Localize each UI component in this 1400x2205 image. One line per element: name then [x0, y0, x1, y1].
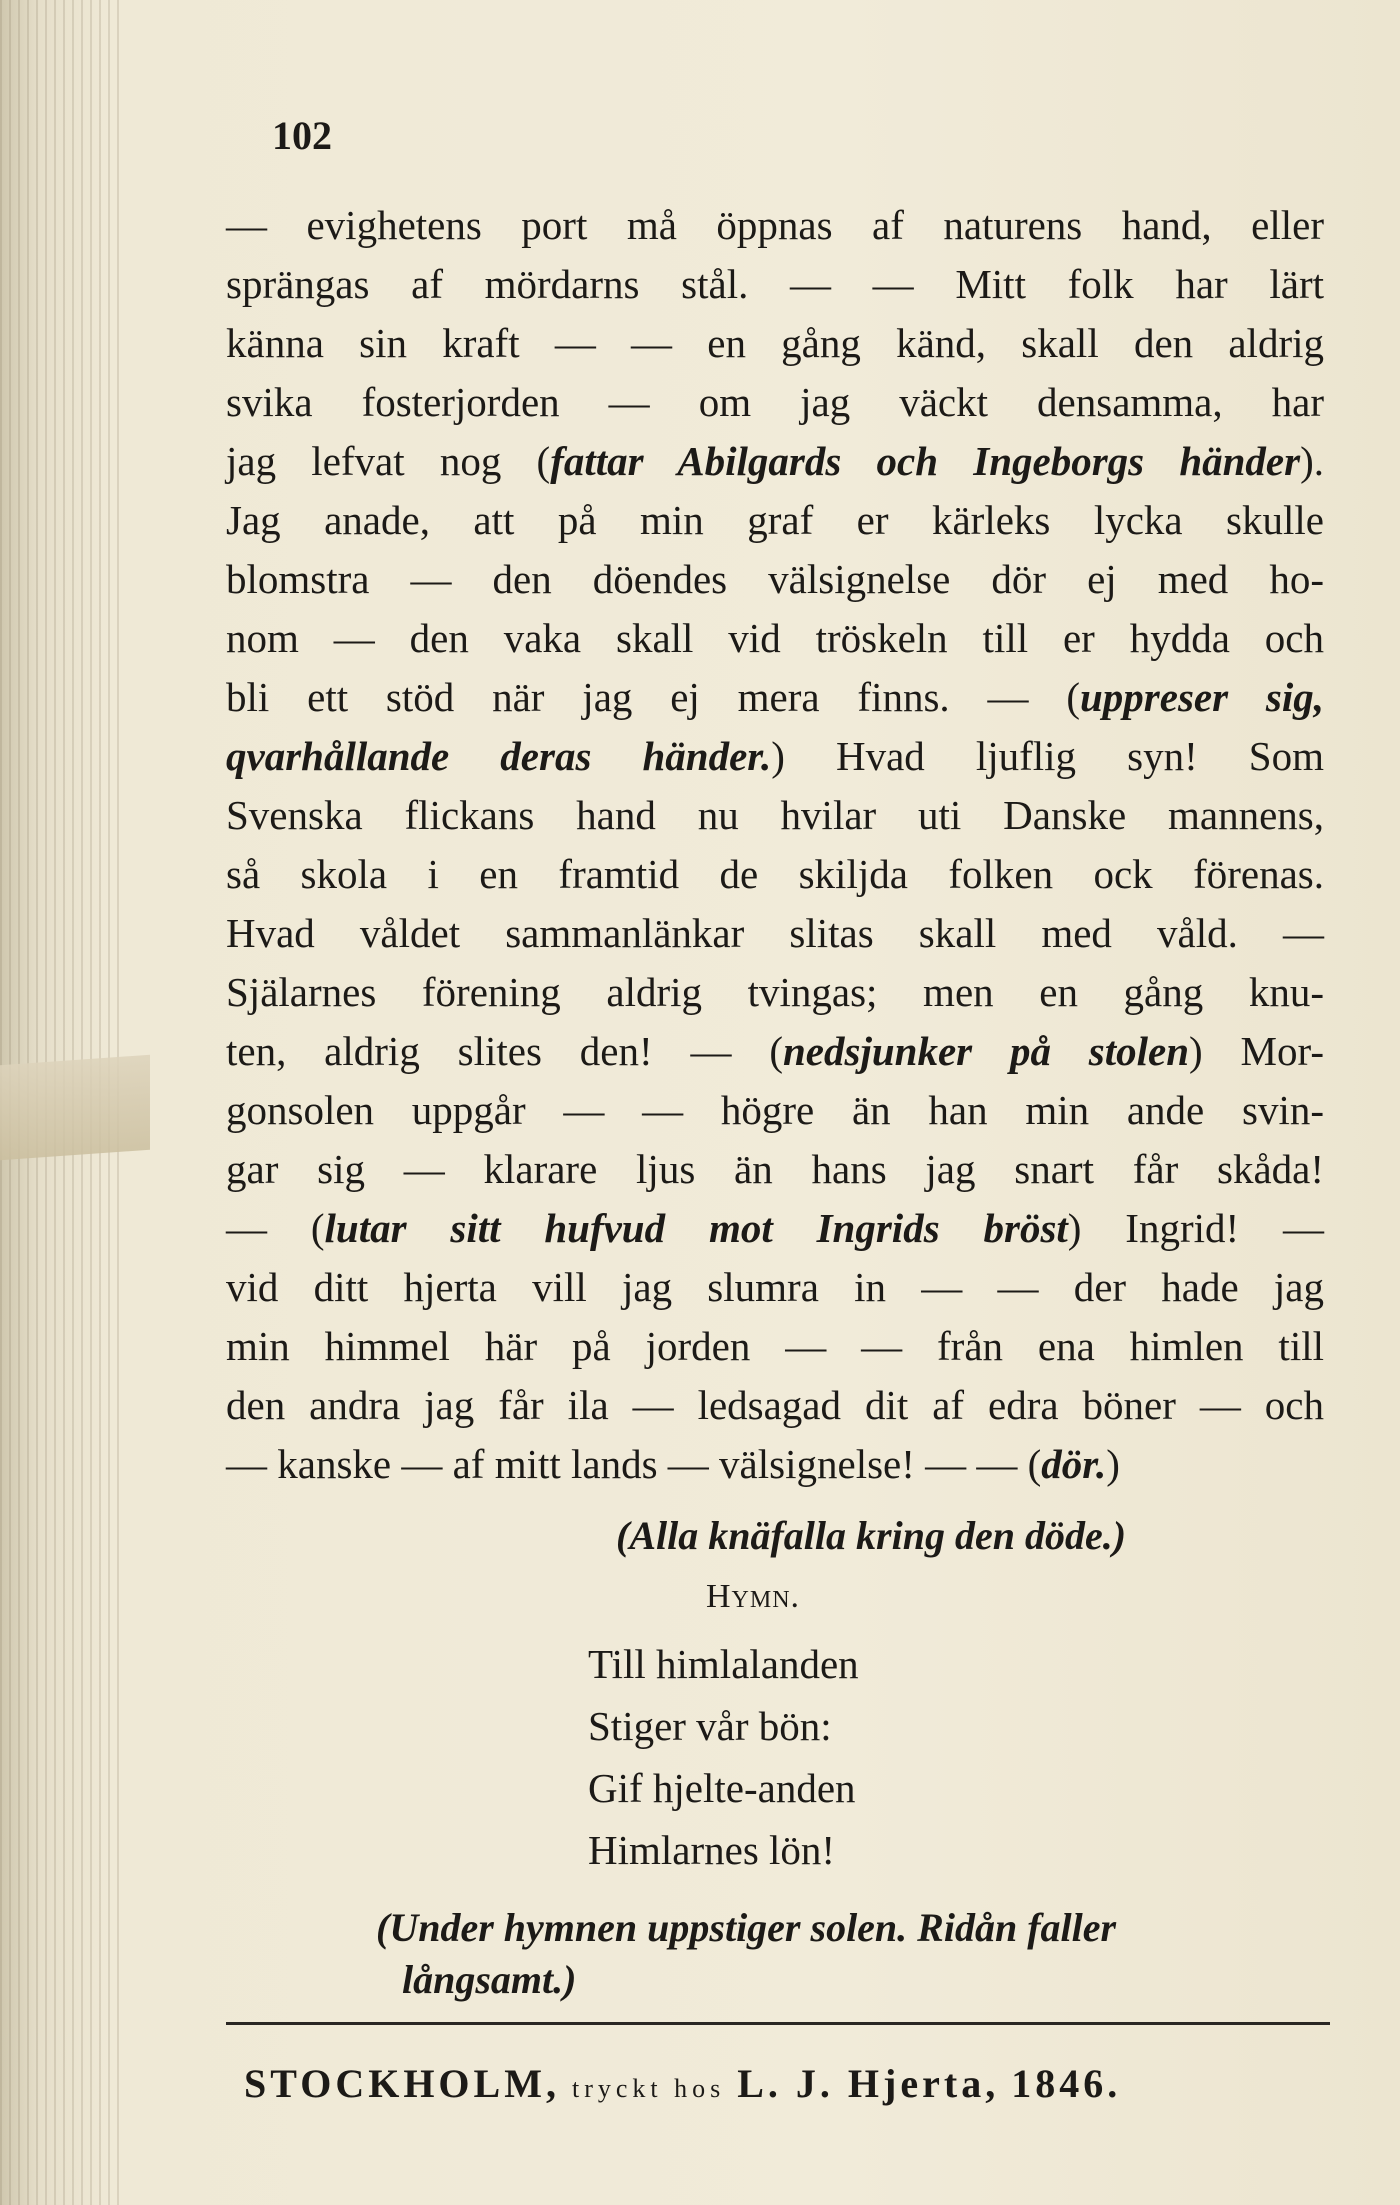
text-line [226, 1022, 1324, 1081]
line-text: gonsolen uppgår — — högre än han min ande svin- [226, 1087, 1324, 1133]
stage-direction-inline: lutar sitt hufvud mot Ingrids bröst [324, 1205, 1068, 1251]
text-line [226, 609, 1324, 668]
text-line [226, 255, 1324, 314]
hymn-title: Hymn. [706, 1578, 801, 1615]
line-text: ten, aldrig slites den! — ( [226, 1028, 783, 1074]
stage-direction-sunrise-line2 [402, 1956, 576, 2003]
text-line [226, 668, 1324, 727]
stage-direction-close: ) [563, 1957, 577, 2002]
text-line [226, 727, 1324, 786]
text-line [226, 550, 1324, 609]
text-line [226, 786, 1324, 845]
hymn-verse-3: Gif hjelte-anden [588, 1765, 856, 1811]
line-text: — kanske — af mitt lands — välsignelse! — — ( [226, 1441, 1042, 1487]
line-text: — evighetens port må öppnas af naturens hand, eller [226, 202, 1324, 248]
line-text: gar sig — klarare ljus än hans jag snart får skåda! [226, 1146, 1324, 1192]
stage-direction-text: Alla knäfalla kring den döde. [629, 1513, 1113, 1558]
text-line [226, 196, 1324, 255]
line-text: vid ditt hjerta vill jag slumra in — — der hade jag [226, 1264, 1324, 1310]
imprint-rule [226, 2022, 1330, 2025]
line-text: Jag anade, att på min graf er kärleks lycka skulle [226, 497, 1324, 543]
stage-direction-inline: qvarhållande deras händer. [226, 733, 772, 779]
line-text: Svenska flickans hand nu hvilar uti Danske mannens, [226, 792, 1324, 838]
line-text: svika fosterjorden — om jag väckt densamma, har [226, 379, 1324, 425]
text-line [226, 1435, 1324, 1494]
body-text [226, 196, 1324, 1494]
text-line [226, 432, 1324, 491]
line-text: så skola i en framtid de skiljda folken ock förenas. [226, 851, 1324, 897]
text-line [226, 1376, 1324, 1435]
text-line [226, 1081, 1324, 1140]
line-text: ). [1300, 438, 1324, 484]
text-line [226, 373, 1324, 432]
text-line [226, 1258, 1324, 1317]
imprint-printer: L. J. Hjerta, [737, 2061, 1000, 2106]
line-text: Själarnes förening aldrig tvingas; men en gång knu- [226, 969, 1324, 1015]
stage-direction-open: ( [616, 1513, 630, 1558]
text-line [226, 1317, 1324, 1376]
stage-direction-inline: nedsjunker på stolen [783, 1028, 1190, 1074]
line-text: bli ett stöd när jag ej mera finns. — ( [226, 674, 1080, 720]
stage-direction-inline: dör. [1041, 1441, 1107, 1487]
bookmark-ribbon [0, 1055, 150, 1160]
stage-direction-inline: fattar Abilgards och Ingeborgs händer [550, 438, 1301, 484]
text-line [226, 1199, 1324, 1258]
stage-direction-sunrise-line1 [376, 1904, 1116, 1951]
line-text: nom — den vaka skall vid tröskeln till er hydda och [226, 615, 1324, 661]
line-text: ) [1106, 1441, 1120, 1487]
imprint-year: 1846. [1011, 2061, 1122, 2106]
imprint-city: STOCKHOLM, [244, 2061, 560, 2106]
stage-direction-close: ) [1112, 1513, 1127, 1558]
line-text: sprängas af mördarns stål. — — Mitt folk har lärt [226, 261, 1324, 307]
text-line [226, 904, 1324, 963]
line-text: den andra jag får ila — ledsagad dit af edra böner — och [226, 1382, 1324, 1428]
stage-direction-inline: uppreser sig, [1080, 674, 1324, 720]
line-text: känna sin kraft — — en gång känd, skall den aldrig [226, 320, 1324, 366]
text-line [226, 314, 1324, 373]
printer-imprint [244, 2060, 1121, 2107]
line-text: — ( [226, 1205, 325, 1251]
hymn-verse-4: Himlarnes lön! [588, 1827, 836, 1873]
line-text: blomstra — den döendes välsignelse dör ej med ho- [226, 556, 1324, 602]
hymn-verse-1: Till himlalanden [588, 1641, 859, 1687]
imprint-printed-by: tryckt hos [571, 2074, 726, 2103]
stage-direction-text: Under hymnen uppstiger solen. Ridån faller [389, 1905, 1117, 1950]
text-line [226, 963, 1324, 1022]
line-text: ) Hvad ljuflig syn! Som [771, 733, 1324, 779]
line-text: Hvad våldet sammanlänkar slitas skall med våld. — [226, 910, 1324, 956]
line-text: ) Ingrid! — [1067, 1205, 1324, 1251]
page-number: 102 [272, 113, 332, 158]
text-line [226, 845, 1324, 904]
stage-direction-text: långsamt. [402, 1957, 564, 2002]
text-line [226, 1140, 1324, 1199]
hymn-verse-2: Stiger vår bön: [588, 1703, 832, 1749]
stage-direction-open: ( [376, 1905, 390, 1950]
line-text: ) Mor- [1189, 1028, 1324, 1074]
text-line [226, 491, 1324, 550]
stage-direction-kneel [616, 1512, 1126, 1559]
line-text: jag lefvat nog ( [226, 438, 551, 484]
line-text: min himmel här på jorden — — från ena himlen till [226, 1323, 1324, 1369]
